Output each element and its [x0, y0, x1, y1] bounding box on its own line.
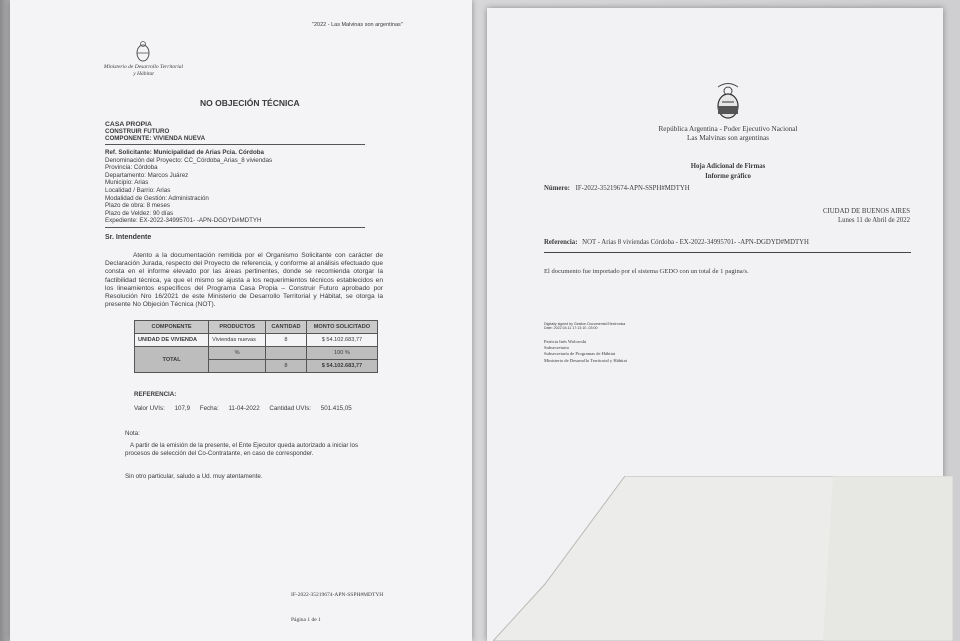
table-cell: 8: [266, 360, 307, 373]
referencia-label: REFERENCIA:: [134, 391, 177, 398]
table-cell: $ 54.102.683,77: [306, 360, 377, 373]
detail-line: Modalidad de Gestión: Administración: [105, 194, 209, 202]
left-page-document: [10, 0, 472, 641]
footer-page-number: Página 1 de 1: [291, 617, 321, 623]
import-text: El documento fue importado por el sistema GEDO con un total de 1 pagina/s.: [544, 268, 749, 275]
table-cell: 8: [266, 334, 307, 347]
table-cell: [266, 347, 307, 360]
table-cell: 100 %: [306, 347, 377, 360]
detail-line: Denominación del Proyecto: CC_Córdoba_Arias_8 viviendas: [105, 156, 273, 164]
detail-line: Municipio: Arias: [105, 179, 149, 187]
table-cell: Viviendas nuevas: [209, 334, 266, 347]
signer-block: Patricia Inés Wolowski Subsecretaria Subsecretaría de Programas de Hábitat Ministerio de Desarrollo Territorial y Hábitat: [544, 339, 627, 363]
sheet-title: Hoja Adicional de Firmas Informe gráfico: [690, 163, 766, 180]
place-date: CIUDAD DE BUENOS AIRES Lunes 11 de Abril de 2022: [822, 208, 910, 224]
component-name: COMPONENTE: VIVIENDA NUEVA: [105, 135, 206, 142]
not-amount-table: [134, 320, 378, 373]
table-header: CANTIDAD: [266, 321, 307, 334]
detail-line: Expediente: EX-2022-34995701- -APN-DGDYD#MDTYH: [105, 217, 262, 225]
gov-header: República Argentina - Poder Ejecutivo Nacional Las Malvinas son argentinas: [658, 125, 798, 143]
closing-line: Sin otro particular, saludo a Ud. muy atentamente.: [125, 473, 263, 480]
table-row: [135, 334, 378, 347]
argentina-seal-icon: [713, 82, 743, 127]
table-cell: [209, 360, 266, 373]
referencia-line: Referencia: NOT - Arias 8 viviendas Córdoba - EX-2022-34995701- -APN-DGDYD#MDTYH: [544, 239, 809, 246]
details-list: [105, 149, 272, 225]
salutation: Sr. Intendente: [105, 234, 152, 241]
detail-line: Ref. Solicitante: Municipalidad de Arias Pcia. Córdoba: [105, 149, 264, 156]
nota-label: Nota:: [125, 430, 140, 437]
table-cell: UNIDAD DE VIVIENDA: [135, 334, 209, 347]
detail-line: Localidad / Barrio: Arias: [105, 186, 171, 194]
digital-signature-stamp: Digitally signed by Gestion Documental Electronica Date: 2022.04.11 17:13:10 -03:00: [544, 322, 626, 331]
main-paragraph: Atento a la documentación remitida por el Organismo Solicitante con carácter de Declaración Jurada, respecto del Proyecto de referencia, y conforme al análisis efectuado que consta en el informe elevado por las áreas pertinentes, donde se recomienda otorgar la factibilidad técnica, ya que el mismo se ajusta a los requerimientos técnicos establecidos en los lineamientos específicos del Programa Casa Propia – Construir Futuro aprobado por Resolución Nro 16/2021 de este Ministerio de Desarrollo Territorial y Hábitat, se otorga la presente No Objeción Técnica (NOT).: [105, 252, 383, 309]
top-motto: "2022 - Las Malvinas son argentinas": [312, 22, 403, 28]
detail-line: Plazo de Veldez: 90 días: [105, 209, 174, 217]
document-title: NO OBJECIÓN TÉCNICA: [200, 98, 300, 108]
header-divider: [105, 144, 365, 145]
table-cell: $ 54.102.683,77: [306, 334, 377, 347]
ministry-name: Ministerio de Desarrollo Territorial y Hábitat: [103, 64, 184, 77]
table-header: MONTO SOLICITADO: [306, 321, 377, 334]
uvi-info: Valor UVIs: 107,9 Fecha: 11-04-2022 Cantidad UVIs: 501.415,05: [134, 405, 352, 412]
folder-pocket: [493, 476, 953, 641]
nota-text: A partir de la emisión de la presente, el Ente Ejecutor queda autorizado a iniciar los procesos de selección del Co-Contratante, en caso de corresponder.: [125, 442, 359, 457]
detail-line: Provincia: Córdoba: [105, 164, 158, 172]
details-divider: [105, 227, 365, 228]
total-label-cell: TOTAL: [135, 347, 209, 373]
footer-document-id: IF-2022-35219674-APN-SSPH#MDTYH: [291, 592, 384, 598]
program-name: CASA PROPIA: [105, 121, 152, 128]
detail-line: Departamento: Marcos Juárez: [105, 171, 189, 179]
detail-line: Plazo de obra: 8 meses: [105, 202, 171, 210]
numero-line: Número: IF-2022-35219674-APN-SSPH#MDTYH: [544, 185, 690, 192]
referencia-divider: [544, 252, 911, 253]
table-header: PRODUCTOS: [209, 321, 266, 334]
table-header-row: [135, 321, 378, 334]
subprogram-name: CONSTRUIR FUTURO: [105, 128, 170, 135]
table-header: COMPONENTE: [135, 321, 209, 334]
table-row: [135, 347, 378, 360]
table-cell: %: [209, 347, 266, 360]
